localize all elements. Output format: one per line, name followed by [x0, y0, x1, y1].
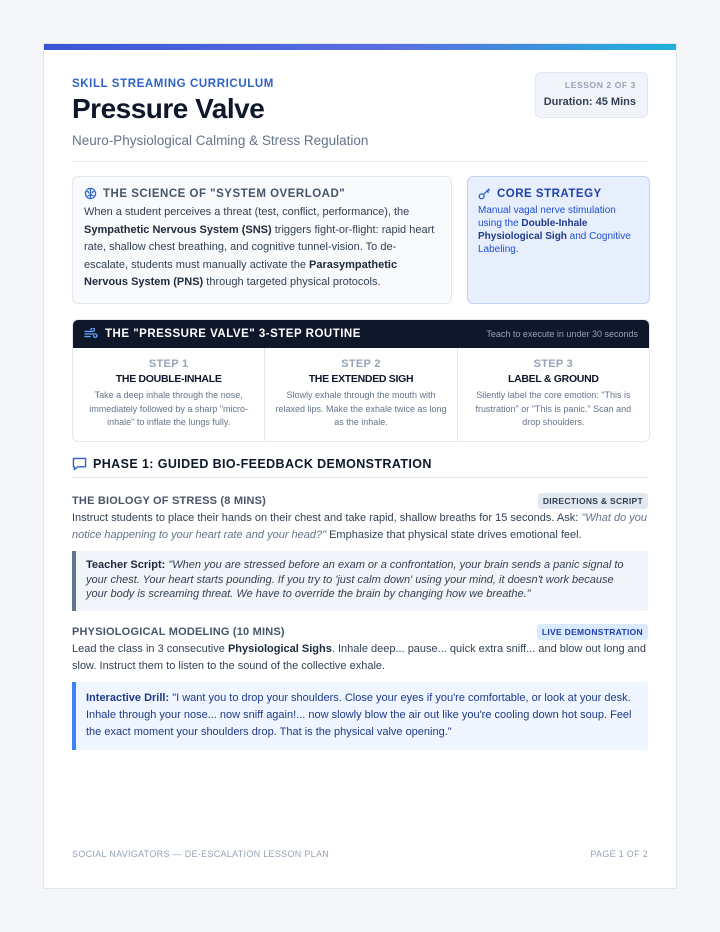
- step-name: THE EXTENDED SIGH: [308, 373, 414, 385]
- step-name: THE DOUBLE-INHALE: [115, 373, 222, 385]
- page-footer: [72, 849, 648, 859]
- footer-title: SOCIAL NAVIGATORS — DE-ESCALATION LESSON PLAN: [72, 849, 330, 859]
- science-heading: [84, 187, 439, 200]
- lesson-info-box: [535, 72, 648, 118]
- step-number: STEP 2: [341, 358, 381, 370]
- sns-term: Sympathetic Nervous System (SNS): [84, 223, 272, 236]
- section-tag: LIVE DEMONSTRATION: [537, 624, 648, 640]
- science-text-1: When a student perceives a threat (test, conflict, performance), the: [84, 206, 410, 218]
- section-tag: DIRECTIONS & SCRIPT: [538, 493, 648, 509]
- drill-text: "I want you to drop your shoulders. Close your eyes if you're comfortable, or look at your desk. Inhale through your nose... now sniff again!... now slowly blow the air out like you're cooling down hot soup. Feel the exact moment your shoulders drop. That is the physical valve opening.": [86, 692, 632, 738]
- section-text-1: Lead the class in 3 consecutive: [72, 643, 228, 655]
- routine-title: THE "PRESSURE VALVE" 3-STEP ROUTINE: [105, 328, 361, 340]
- step-name: LABEL & GROUND: [507, 373, 599, 385]
- strategy-text-1: Manual vagal nerve stimulation using the: [478, 205, 616, 229]
- science-text-2: triggers fight-or-flight: rapid heart rate, shallow chest breathing, and cognitive tunnel-vision. To de-escalate, students must manually activate the: [84, 223, 435, 271]
- key-icon: [478, 187, 491, 200]
- routine-panel: [72, 319, 650, 442]
- strategy-text-2: and Cognitive Labeling.: [478, 231, 631, 255]
- accent-bar: [44, 44, 676, 50]
- lesson-plan-page: [43, 43, 677, 889]
- pns-term: Parasympathetic Nervous System (PNS): [84, 258, 398, 288]
- curriculum-label: SKILL STREAMING CURRICULUM: [72, 78, 274, 90]
- routine-header: [73, 320, 649, 348]
- page-subtitle: Neuro-Physiological Calming & Stress Regulation: [72, 133, 369, 148]
- strategy-heading: [478, 187, 639, 200]
- brain-icon: [84, 187, 97, 200]
- page-header: [72, 78, 648, 148]
- step-card: [458, 348, 649, 442]
- interactive-drill-callout: [72, 682, 648, 750]
- step-description: Take a deep inhale through the nose, immediately followed by a sharp "micro-inhale" to inflate the lungs fully.: [89, 390, 249, 427]
- section-biology-header: [72, 493, 648, 509]
- sigh-term: Physiological Sighs: [227, 643, 332, 655]
- script-text: "When you are stressed before an exam or a confrontation, your brain sends a panic signal to your chest. Your heart starts pounding. If you try to 'just calm down' using your mind, it doesn't work because your body is screaming threat. We have to override the brain by changing how we breathe.": [86, 559, 624, 600]
- section-text-2: . Inhale deep... pause... quick extra sniff... and blow out long and slow. Instruct them to listen to the sound of the collective exhale.: [72, 643, 646, 672]
- lesson-duration: Duration: 45 Mins: [543, 96, 636, 108]
- section-modeling-header: [72, 624, 648, 640]
- step-card: [73, 348, 265, 442]
- science-heading-text: THE SCIENCE OF "SYSTEM OVERLOAD": [103, 187, 346, 200]
- strategy-text: [478, 204, 639, 256]
- page-number: PAGE 1 OF 2: [590, 849, 648, 859]
- section-biology-text: [72, 510, 648, 544]
- science-text-3: through targeted physical protocols.: [203, 276, 381, 288]
- phase-heading: [72, 457, 648, 478]
- phase-title: PHASE 1: GUIDED BIO-FEEDBACK DEMONSTRATION: [93, 457, 432, 471]
- routine-steps: [73, 348, 649, 442]
- chat-bubble-icon: [72, 457, 87, 471]
- section-title: THE BIOLOGY OF STRESS (8 MINS): [72, 495, 267, 507]
- step-card: [265, 348, 457, 442]
- section-text-2: Emphasize that physical state drives emotional feel.: [326, 529, 582, 541]
- step-number: STEP 3: [533, 358, 574, 370]
- routine-note: Teach to execute in under 30 seconds: [486, 329, 638, 339]
- step-number: STEP 1: [148, 358, 189, 370]
- step-description: Slowly exhale through the mouth with relaxed lips. Make the exhale twice as long as the inhale.: [275, 390, 447, 427]
- section-text-1: Instruct students to place their hands on their chest and take rapid, shallow breaths for 15 seconds. Ask:: [72, 512, 582, 524]
- teacher-script-callout: [72, 551, 648, 611]
- header-divider: [72, 161, 648, 162]
- science-text: [84, 204, 439, 292]
- section-title: PHYSIOLOGICAL MODELING (10 MINS): [72, 626, 285, 638]
- question-prompt: "What do you notice happening to your heart rate and your head?": [72, 512, 648, 541]
- section-modeling-text: [72, 641, 648, 675]
- drill-label: Interactive Drill:: [86, 692, 170, 704]
- science-card: [72, 176, 452, 304]
- strategy-card: [467, 176, 650, 304]
- step-description: Silently label the core emotion: "This is frustration" or "This is panic." Scan and drop shoulders.: [475, 390, 632, 427]
- script-label: Teacher Script:: [86, 559, 166, 571]
- wind-icon: [84, 328, 98, 340]
- page-title: Pressure Valve: [72, 93, 265, 124]
- lesson-number: LESSON 2 OF 3: [564, 80, 636, 90]
- strategy-term: Double-Inhale Physiological Sigh: [478, 218, 588, 242]
- strategy-heading-text: CORE STRATEGY: [497, 187, 602, 200]
